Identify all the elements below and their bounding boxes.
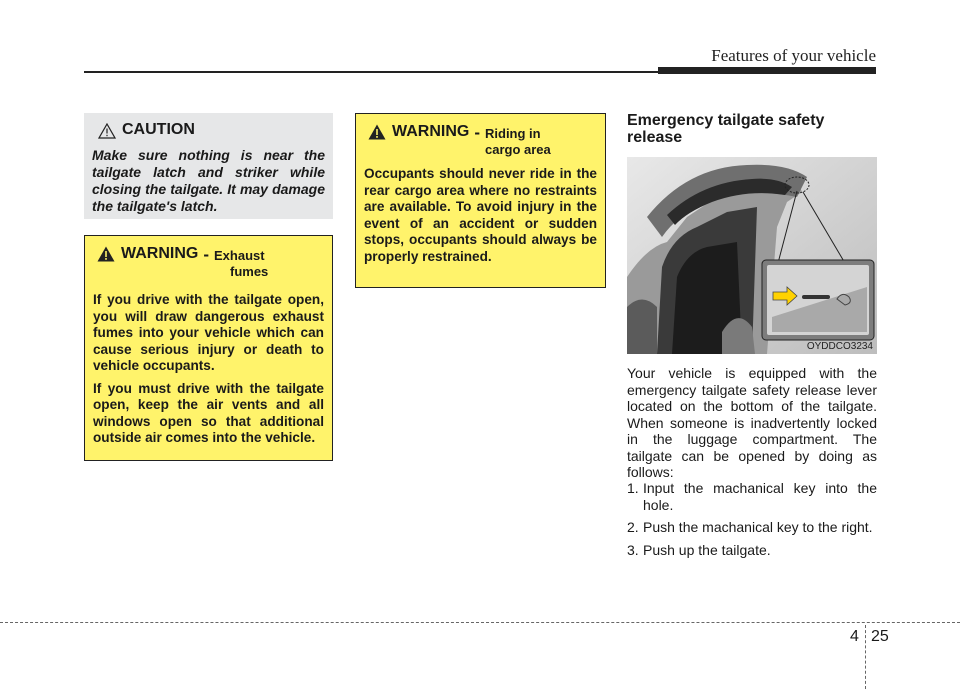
warning-paragraph: Occupants should never ride in the rear cargo area where no restraints are available. To avoid injury in the event of an accident or sudden stops, occupants should always be properly restrained. <box>364 166 597 264</box>
step-number: 2. <box>627 519 639 535</box>
tailgate-illustration <box>627 157 877 354</box>
warning-label: WARNING <box>392 123 470 140</box>
warning-subtitle-line1: Exhaust <box>214 248 265 263</box>
caution-title: CAUTION <box>122 121 195 138</box>
warning-dash: - <box>474 123 480 142</box>
list-item <box>627 542 877 559</box>
footer-rule <box>0 622 960 623</box>
warning-paragraph: If you must drive with the tailgate open, keep the air vents and all windows open so that additional outside air comes into the vehicle. <box>93 380 324 445</box>
warning-cargo-box <box>355 113 606 288</box>
warning-subtitle-line2: cargo area <box>485 142 551 157</box>
warning-triangle-icon <box>97 246 115 262</box>
section-title: Emergency tailgate safety release <box>627 112 825 146</box>
header-title: Features of your vehicle <box>711 46 876 65</box>
warning-exhaust-box <box>84 235 333 461</box>
step-text: Input the machanical key into the hole. <box>643 480 877 513</box>
caution-box <box>84 113 333 219</box>
warning-subtitle-line2: fumes <box>230 264 269 279</box>
warning-subtitle <box>485 126 551 158</box>
page-number: 25 <box>871 628 889 645</box>
section-body: Your vehicle is equipped with the emergency tailgate safety release lever located on the bottom of the tailgate. When someone is inadvertently locked in the luggage compartment. The tailgate can be opened by doing as follows: <box>627 365 877 480</box>
caution-text: Make sure nothing is near the tailgate latch and striker while closing the tailgate. It may damage the tailgate's latch. <box>92 147 325 214</box>
list-item <box>627 480 877 513</box>
step-number: 3. <box>627 541 639 558</box>
page-divider <box>865 625 866 689</box>
step-text: Push up the tailgate. <box>643 541 771 558</box>
warning-dash: - <box>203 245 209 264</box>
figure-code: OYDDCO3234 <box>806 341 873 352</box>
step-text: Push the machanical key to the right. <box>643 519 873 535</box>
warning-triangle-icon <box>368 124 386 140</box>
warning-paragraph: If you drive with the tailgate open, you will draw dangerous exhaust fumes into your vehicle which can cause serious injury or death to vehicle occupants. <box>93 292 324 373</box>
warning-subtitle <box>214 248 268 280</box>
tailgate-release-figure <box>627 157 877 354</box>
header-rule <box>84 71 664 73</box>
chapter-number: 4 <box>850 628 859 645</box>
header-rule-accent <box>658 67 876 74</box>
caution-triangle-icon <box>98 123 116 139</box>
warning-label: WARNING <box>121 245 199 262</box>
step-number: 1. <box>627 480 639 496</box>
list-item <box>627 519 877 536</box>
warning-subtitle-line1: Riding in <box>485 126 541 141</box>
steps-list <box>627 480 877 564</box>
